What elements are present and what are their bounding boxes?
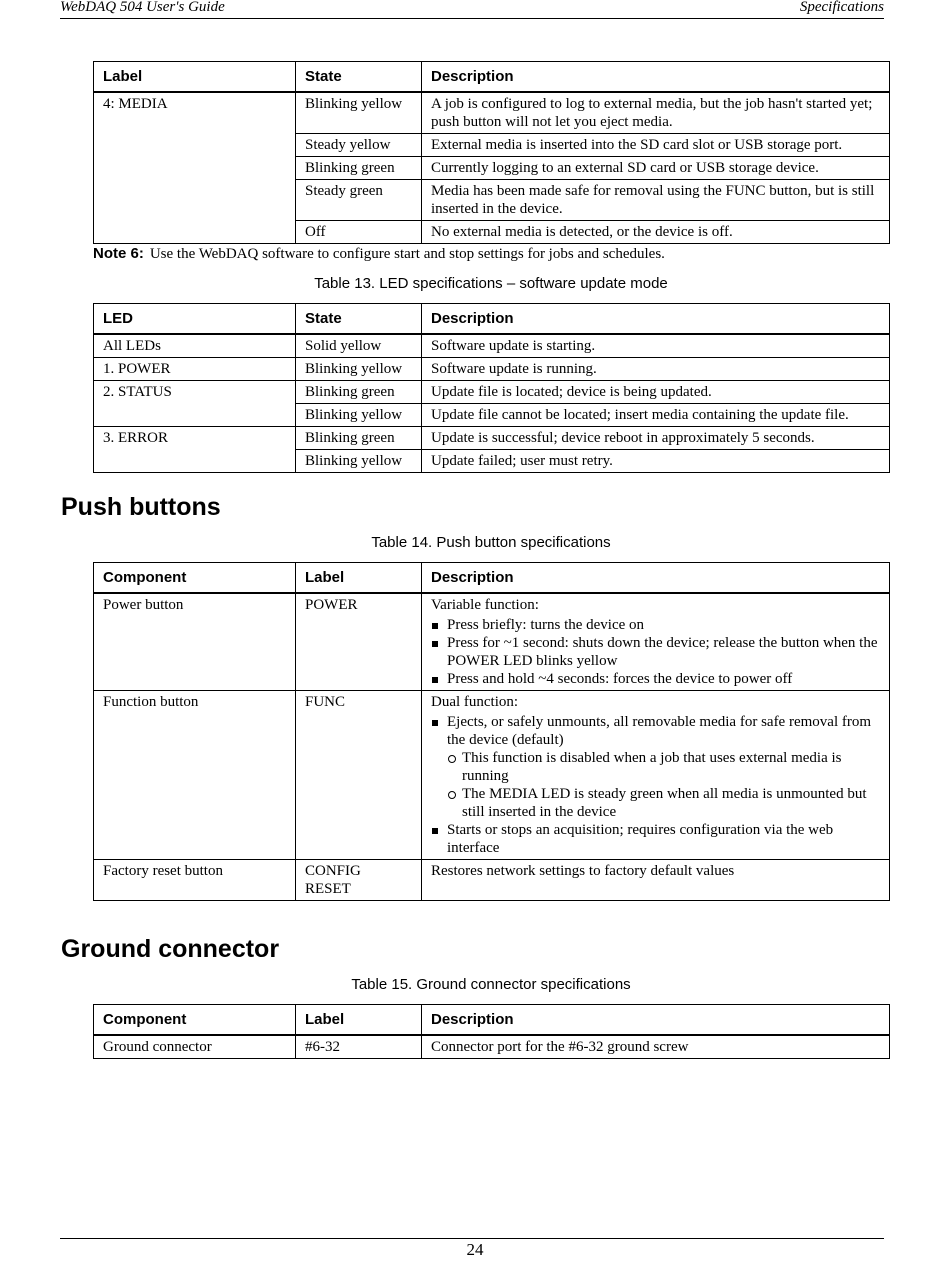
table-14-caption: Table 14. Push button specifications <box>371 534 611 551</box>
description-cell <box>422 691 890 860</box>
component-cell: Ground connector <box>94 1035 296 1059</box>
column-header-component: Component <box>94 1005 296 1036</box>
note-text: Use the WebDAQ software to configure start and stop settings for jobs and schedules. <box>149 246 665 262</box>
column-header-description: Description <box>422 62 890 93</box>
ground-connector-table <box>93 1004 890 1059</box>
description-cell: A job is configured to log to external media, but the job hasn't started yet; push button will not let you eject media. <box>422 92 890 134</box>
column-header-description: Description <box>422 304 890 335</box>
bullet-list <box>431 713 880 857</box>
list-item: Press for ~1 second: shuts down the device; release the button when the POWER LED blinks yellow <box>431 634 880 670</box>
table-header-row <box>94 563 890 594</box>
column-header-state: State <box>296 304 422 335</box>
list-item-text: Ejects, or safely unmounts, all removable media for safe removal from the device (default) <box>447 714 872 748</box>
push-button-table <box>93 562 890 901</box>
table-13-caption: Table 13. LED specifications – software update mode <box>314 275 668 292</box>
led-cell: 1. POWER <box>94 358 296 381</box>
running-header <box>60 0 884 19</box>
description-cell: Update file is located; device is being updated. <box>422 381 890 404</box>
component-cell: Function button <box>94 691 296 860</box>
table-row <box>94 404 890 427</box>
state-cell: Blinking green <box>296 427 422 450</box>
description-intro: Variable function: <box>431 597 539 613</box>
led-cell <box>94 450 296 473</box>
column-header-description: Description <box>422 1005 890 1036</box>
table-15-caption: Table 15. Ground connector specifications <box>351 976 631 993</box>
column-header-component: Component <box>94 563 296 594</box>
column-header-label: Label <box>94 62 296 93</box>
table-row <box>94 92 890 134</box>
description-cell: Update is successful; device reboot in approximately 5 seconds. <box>422 427 890 450</box>
description-cell: Software update is starting. <box>422 334 890 358</box>
state-cell: Blinking yellow <box>296 404 422 427</box>
header-section: Specifications <box>799 0 884 15</box>
bullet-list <box>431 616 880 688</box>
page-number: 24 <box>466 1240 484 1259</box>
state-cell: Steady yellow <box>296 134 422 157</box>
description-cell: Update file cannot be located; insert media containing the update file. <box>422 404 890 427</box>
table-row <box>94 381 890 404</box>
list-item: Press briefly: turns the device on <box>431 616 880 634</box>
table-header-row <box>94 62 890 93</box>
state-cell: Steady green <box>296 180 422 221</box>
description-intro: Dual function: <box>431 694 519 710</box>
label-line: RESET <box>305 881 351 897</box>
led-label-cell: 4: MEDIA <box>94 92 296 244</box>
state-cell: Off <box>296 221 422 244</box>
description-cell: External media is inserted into the SD card slot or USB storage port. <box>422 134 890 157</box>
software-update-led-table <box>93 303 890 473</box>
table-row <box>94 358 890 381</box>
media-led-table <box>93 61 890 244</box>
column-header-state: State <box>296 62 422 93</box>
label-cell: FUNC <box>296 691 422 860</box>
table-header-row <box>94 1005 890 1036</box>
state-cell: Solid yellow <box>296 334 422 358</box>
description-cell: Currently logging to an external SD card or USB storage device. <box>422 157 890 180</box>
led-cell <box>94 404 296 427</box>
column-header-label: Label <box>296 1005 422 1036</box>
label-line: CONFIG <box>305 863 361 879</box>
note-6 <box>93 245 665 263</box>
led-cell: 3. ERROR <box>94 427 296 450</box>
label-cell <box>296 860 422 901</box>
sub-list-item: The MEDIA LED is steady green when all media is unmounted but still inserted in the device <box>447 785 880 821</box>
component-cell: Power button <box>94 593 296 691</box>
description-cell <box>422 593 890 691</box>
list-item: Starts or stops an acquisition; requires configuration via the web interface <box>431 821 880 857</box>
sub-bullet-list <box>447 749 880 821</box>
push-buttons-heading: Push buttons <box>61 493 221 521</box>
state-cell: Blinking yellow <box>296 450 422 473</box>
note-label: Note 6: <box>93 245 144 262</box>
column-header-label: Label <box>296 563 422 594</box>
led-cell: 2. STATUS <box>94 381 296 404</box>
component-cell: Factory reset button <box>94 860 296 901</box>
header-doc-title: WebDAQ 504 User's Guide <box>60 0 225 15</box>
ground-connector-heading: Ground connector <box>61 935 280 963</box>
label-cell: POWER <box>296 593 422 691</box>
table-row-function-button <box>94 691 890 860</box>
label-cell: #6-32 <box>296 1035 422 1059</box>
state-cell: Blinking yellow <box>296 92 422 134</box>
table-header-row <box>94 304 890 335</box>
state-cell: Blinking yellow <box>296 358 422 381</box>
column-header-description: Description <box>422 563 890 594</box>
description-cell: No external media is detected, or the device is off. <box>422 221 890 244</box>
description-cell: Connector port for the #6-32 ground screw <box>422 1035 890 1059</box>
sub-list-item: This function is disabled when a job that uses external media is running <box>447 749 880 785</box>
description-cell: Update failed; user must retry. <box>422 450 890 473</box>
list-item <box>431 713 880 821</box>
table-row <box>94 1035 890 1059</box>
state-cell: Blinking green <box>296 157 422 180</box>
table-row-factory-reset <box>94 860 890 901</box>
list-item: Press and hold ~4 seconds: forces the device to power off <box>431 670 880 688</box>
footer-rule <box>60 1238 884 1239</box>
table-row <box>94 334 890 358</box>
description-cell: Software update is running. <box>422 358 890 381</box>
table-row <box>94 427 890 450</box>
led-cell: All LEDs <box>94 334 296 358</box>
description-cell: Restores network settings to factory default values <box>422 860 890 901</box>
description-cell: Media has been made safe for removal using the FUNC button, but is still inserted in the device. <box>422 180 890 221</box>
table-row-power-button <box>94 593 890 691</box>
column-header-led: LED <box>94 304 296 335</box>
table-row <box>94 450 890 473</box>
state-cell: Blinking green <box>296 381 422 404</box>
